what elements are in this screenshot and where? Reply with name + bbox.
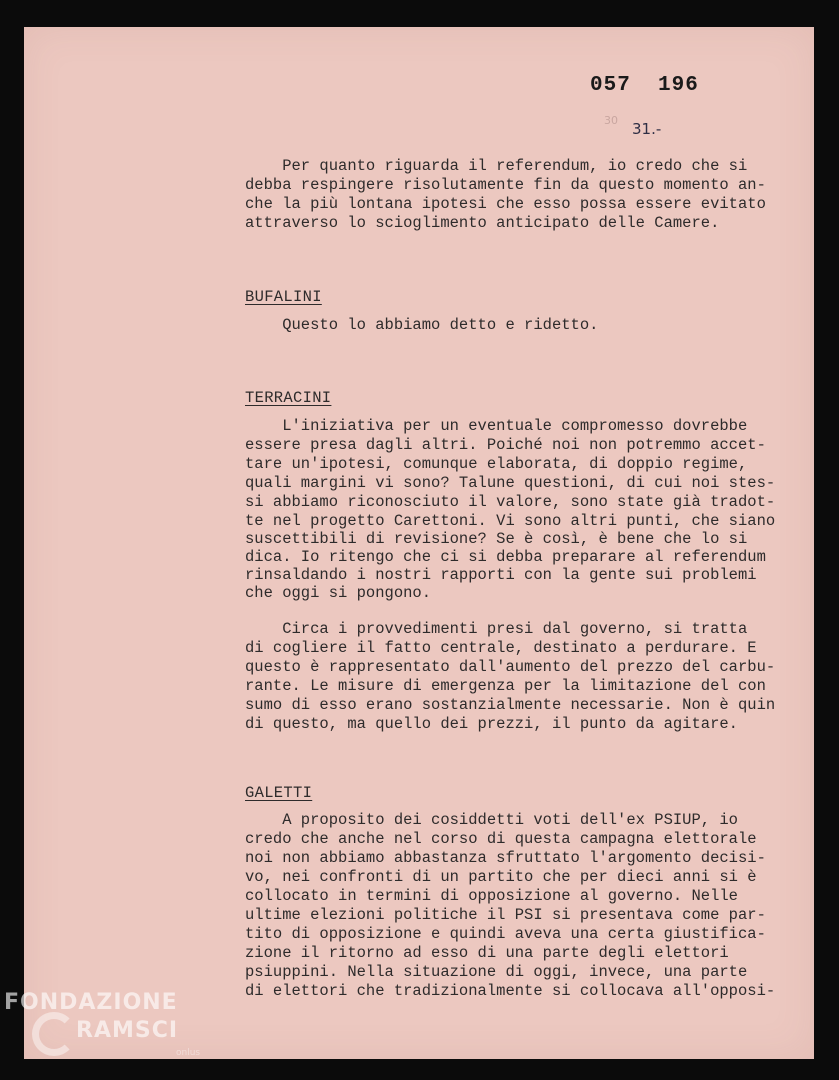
text-line: tito di opposizione e quindi aveva una certa giustifica-	[245, 925, 766, 943]
text-line: che oggi si pongono.	[245, 584, 432, 602]
text-line: collocato in termini di opposizione al governo. Nelle	[245, 887, 738, 905]
text-line: rinsaldando i nostri rapporti con la gente sui problemi	[245, 566, 757, 584]
document-number: 057 196	[590, 74, 699, 97]
text-line: di questo, ma quello dei prezzi, il punto da agitare.	[245, 715, 738, 733]
speaker-galetti: GALETTI	[245, 784, 313, 802]
logo-line-1: FONDAZIONE	[4, 990, 178, 1015]
text-line: sumo di esso erano sostanzialmente necessarie. Non è quin	[245, 696, 776, 714]
text-line: che la più lontana ipotesi che esso possa essere evitato	[245, 195, 766, 213]
text-line: psiuppini. Nella situazione di oggi, invece, una parte	[245, 963, 748, 981]
text-line: credo che anche nel corso di questa campagna elettorale	[245, 830, 757, 848]
text-line: di cogliere il fatto centrale, destinato a perdurare. E	[245, 639, 757, 657]
text-line: debba respingere risolutamente fin da questo momento an-	[245, 176, 766, 194]
text-line: suscettibili di revisione? Se è così, è bene che lo si	[245, 530, 748, 548]
text-line: L'iniziativa per un eventuale compromesso dovrebbe	[245, 417, 748, 435]
speaker-bufalini: BUFALINI	[245, 288, 322, 306]
text-line: Circa i provvedimenti presi dal governo, si tratta	[245, 620, 748, 638]
text-line: attraverso lo scioglimento anticipato delle Camere.	[245, 214, 720, 232]
text-line: vo, nei confronti di un partito che per dieci anni si è	[245, 868, 757, 886]
text-line: rante. Le misure di emergenza per la limitazione del con	[245, 677, 766, 695]
speaker-terracini: TERRACINI	[245, 389, 332, 407]
text-line: Per quanto riguarda il referendum, io credo che si	[245, 157, 748, 175]
page-number	[604, 114, 662, 138]
logo-line-2: RAMSCI	[76, 1018, 179, 1043]
text-line: noi non abbiamo abbastanza sfruttato l'argomento decisi-	[245, 849, 766, 867]
text-line: A proposito dei cosiddetti voti dell'ex PSIUP, io	[245, 811, 738, 829]
text-line: zione il ritorno ad esso di una parte degli elettori	[245, 944, 729, 962]
fondazione-gramsci-logo	[4, 990, 214, 1072]
text-line: quali margini vi sono? Talune questioni, di cui noi stes-	[245, 474, 776, 492]
text-line: ultime elezioni politiche il PSI si presentava come par-	[245, 906, 766, 924]
text-line: dica. Io ritengo che ci si debba preparare al referendum	[245, 548, 766, 566]
page-number-text: 31.-	[632, 120, 662, 138]
text-line: di elettori che tradizionalmente si collocava all'opposi-	[245, 982, 776, 1000]
logo-g-mark-icon	[32, 1012, 76, 1056]
logo-line-3: onlus	[176, 1048, 201, 1058]
text-line: essere presa dagli altri. Poiché noi non potremmo accet-	[245, 436, 766, 454]
faint-page-mark: 30	[604, 114, 618, 127]
text-line: tare un'ipotesi, comunque elaborata, di doppio regime,	[245, 455, 748, 473]
text-line: Questo lo abbiamo detto e ridetto.	[245, 316, 599, 334]
text-line: questo è rappresentato dall'aumento del prezzo del carbu-	[245, 658, 776, 676]
text-line: te nel progetto Carettoni. Vi sono altri punti, che siano	[245, 512, 776, 530]
text-line: si abbiamo riconosciuto il valore, sono state già tradot-	[245, 493, 776, 511]
